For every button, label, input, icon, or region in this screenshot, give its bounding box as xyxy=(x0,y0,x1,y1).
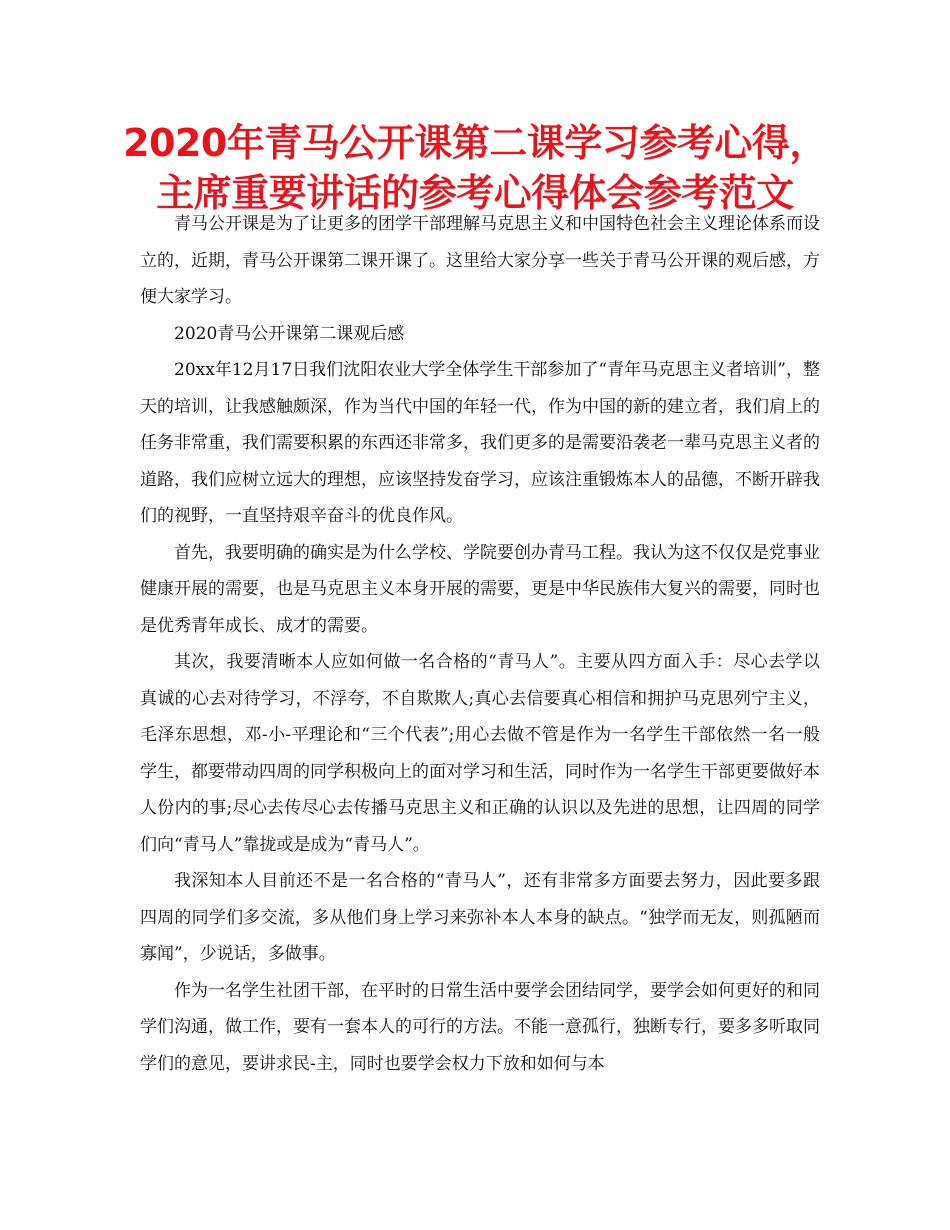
paragraph-self-awareness: 我深知本人目前还不是一名合格的“青马人”，还有非常多方面要去努力，因此要多跟四周的同学们多交流，多从他们身上学习来弥补本人本身的缺点。“独学而无友，则孤陋而寡闻”，少说话，多做事。 xyxy=(140,871,820,964)
paragraph-subheading: 2020青马公开课第二课观后感 xyxy=(174,323,405,344)
paragraph-training: 20xx年12月17日我们沈阳农业大学全体学生干部参加了“青年马克思主义者培训”，整天的培训，让我感触颇深，作为当代中国的年轻一代，作为中国的新的建立者，我们肩上的任务非常重，我们需要积累的东西还非常多，我们更多的是需要沿袭老一辈马克思主义者的道路，我们应树立远大的理想，应该坚持发奋学习，应该注重锻炼本人的品德，不断开辟我们的视野，一直坚持艰辛奋斗的优良作风。 xyxy=(140,360,820,526)
paragraph-club-cadre: 作为一名学生社团干部，在平时的日常生活中要学会团结同学，要学会如何更好的和同学们沟通，做工作，要有一套本人的可行的方法。不能一意孤行，独断专行，要多多听取同学们的意见，要讲求民-主，同时也要学会权力下放和如何与本 xyxy=(140,980,820,1074)
paragraph-second: 其次，我要清晰本人应如何做一名合格的“青马人”。主要从四方面入手：尽心去学以真诚的心去对待学习，不浮夸，不自欺欺人;真心去信要真心相信和拥护马克思列宁主义，毛泽东思想，邓-小-平理论和“三个代表”;用心去做不管是作为一名学生干部依然一名一般学生，都要带动四周的同学积极向上的面对学习和生活，同时作为一名学生干部更要做好本人份内的事;尽心去传尽心去传播马克思主义和正确的认识以及先进的思想，让四周的同学们向“青马人”靠拢或是成为“青马人”。 xyxy=(140,652,820,855)
paragraph-first: 首先，我要明确的确实是为什么学校、学院要创办青马工程。我认为这不仅仅是党事业健康开展的需要，也是马克思主义本身开展的需要，更是中华民族伟大复兴的需要，同时也是优秀青年成长、成才的需要。 xyxy=(140,542,820,636)
document-body xyxy=(140,206,820,1082)
document-title: 2020年青马公开课第二课学习参考心得，主席重要讲话的参考心得体会参考范文 xyxy=(123,121,827,215)
paragraph-intro: 青马公开课是为了让更多的团学干部理解马克思主义和中国特色社会主义理论体系而设立的，近期，青马公开课第二课开课了。这里给大家分享一些关于青马公开课的观后感，方便大家学习。 xyxy=(140,214,820,307)
